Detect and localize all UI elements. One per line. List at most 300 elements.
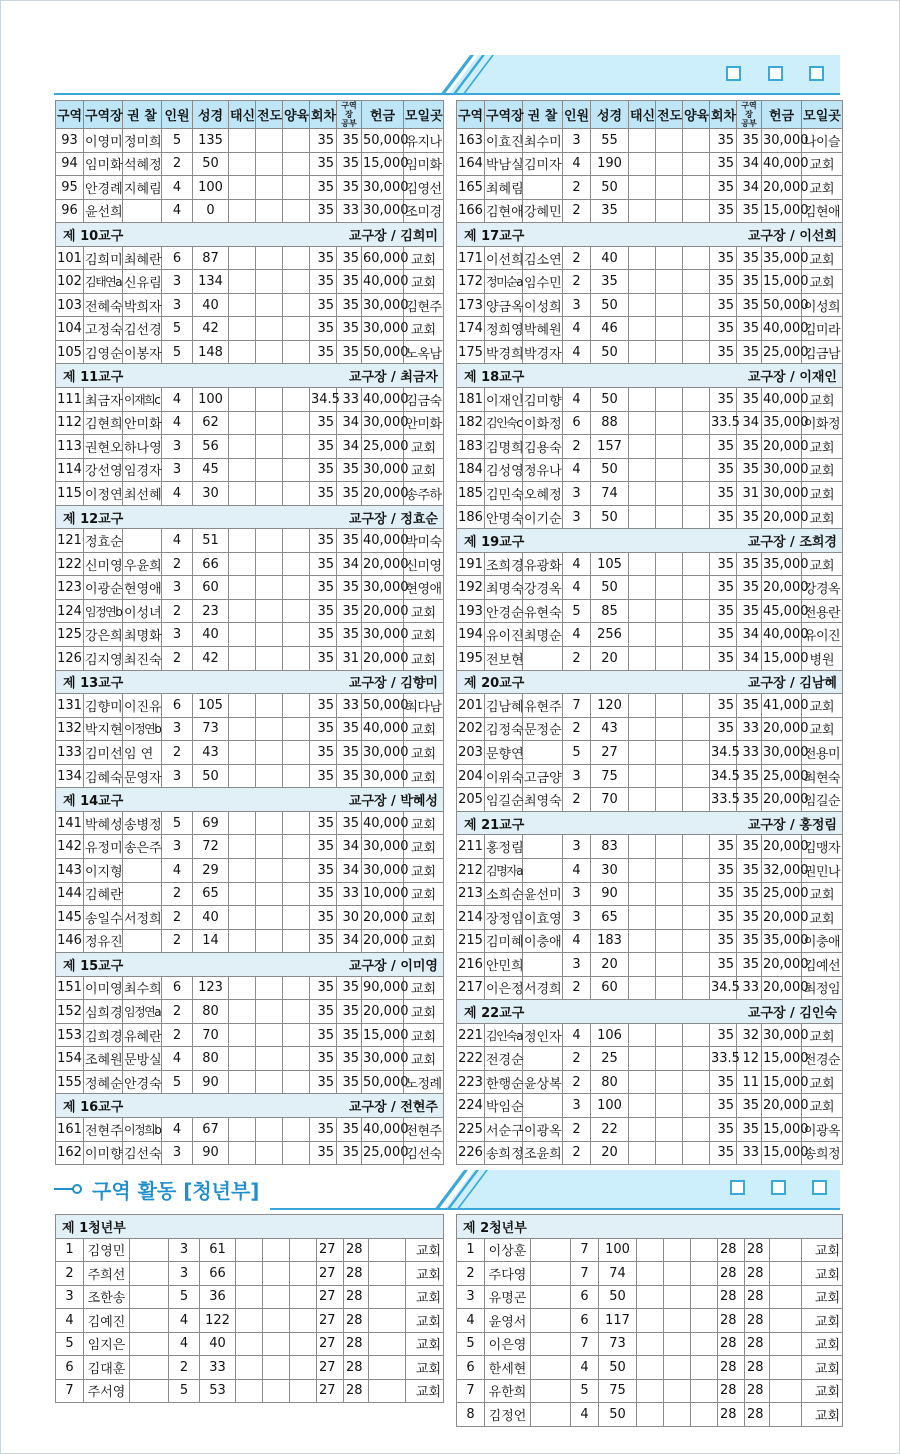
cell-district-no: 183 [457,435,485,459]
cell-leader-study: 35 [337,1070,362,1094]
cell-session: 35 [710,458,737,482]
cell-leader-name: 임미화 [84,152,123,176]
cell-district-no: 142 [56,835,84,859]
cell-offering: 40,000 [362,529,404,553]
cell-bible: 75 [599,1379,637,1403]
cell-deacon-name: 서정희 [123,906,162,930]
cell-evangelism [256,929,283,953]
table-row [457,1356,843,1380]
cell-deacon-name: 하나영 [123,435,162,459]
cell-deacon-name: 조윤희 [523,1141,563,1165]
cell-members: 2 [162,152,193,176]
cell-leader-study: 35 [737,929,762,953]
cell-leader-study: 35 [337,529,362,553]
cell-offering: 30,000 [362,293,404,317]
cell-tae-sin [629,976,656,1000]
cell-bible: 100 [599,1238,637,1262]
cell-offering: 30,000 [362,176,404,200]
section-row [457,811,843,835]
cell-district-no: 105 [56,340,84,364]
cell-session: 35 [310,270,337,294]
cell-leader-name: 안민희 [485,953,523,977]
cell-nurture [683,129,710,153]
cell-district-no: 213 [457,882,485,906]
section-name: 제 21교구 [464,817,525,833]
table-row [457,1379,843,1403]
cell-session: 35 [710,576,737,600]
cell-deacon-name: 서경희 [523,976,563,1000]
cell-district-no: 122 [56,552,84,576]
cell-bible: 90 [591,882,629,906]
cell-deacon-name: 임수민 [523,270,563,294]
cell-leader-name: 임정연b [84,599,123,623]
cell-members: 3 [162,458,193,482]
cell-leader-name: 김태연a [84,270,123,294]
table-row [457,482,843,506]
table-row [56,906,444,930]
cell-evangelism [256,1141,283,1165]
cell-tae-sin [229,647,256,671]
cell-tae-sin [629,340,656,364]
table-row [457,458,843,482]
section-cell [457,223,843,247]
section-row [56,364,444,388]
section-name: 제 22교구 [464,1006,525,1021]
cell-bible: 0 [193,199,229,223]
cell-district-no: 162 [56,1141,84,1165]
cell-meeting-place: 교회 [802,270,843,294]
cell-members: 3 [162,764,193,788]
cell-nurture [283,858,310,882]
cell-leader-study: 35 [737,835,762,859]
cell-deacon-name: 이충애 [523,929,563,953]
cell-members: 4 [563,340,591,364]
cell-bible: 22 [591,1117,629,1141]
cell-nurture [283,529,310,553]
cell-members: 5 [162,1070,193,1094]
cell-district-no: 154 [56,1047,84,1071]
cell-leader-name: 한행순 [485,1070,523,1094]
cell-district-no: 163 [457,129,485,153]
cell-leader-name: 이상훈 [485,1238,531,1262]
section-leader: 교구장 / 김희미 [348,228,438,244]
cell-district-no: 145 [56,906,84,930]
cell-leader-study: 34 [337,835,362,859]
cell-offering: 45,000 [762,599,802,623]
cell-offering: 40,000 [362,811,404,835]
cell-offering: 40,000 [362,717,404,741]
section-cell [56,670,444,694]
cell-offering: 30,000 [762,129,802,153]
cell-nurture [683,576,710,600]
cell-leader-study: 34 [737,411,762,435]
cell-bible: 40 [193,623,229,647]
cell-leader-study: 34 [337,411,362,435]
cell-tae-sin [629,694,656,718]
cell-nurture [683,1047,710,1071]
cell-leader-name: 송희정 [485,1141,523,1165]
cell-leader-study: 35 [337,176,362,200]
cell-tae-sin [229,317,256,341]
cell-nurture [683,1094,710,1118]
cell-members: 3 [162,435,193,459]
cell-nurture [683,764,710,788]
cell-evangelism [656,858,683,882]
cell-evangelism [656,1094,683,1118]
cell-members: 3 [162,270,193,294]
cell-meeting-place: 최다남 [404,694,444,718]
cell-evangelism [256,458,283,482]
cell-nurture [283,482,310,506]
cell-deacon-name: 이화정 [523,411,563,435]
cell-members: 2 [563,1070,591,1094]
section-name: 제 2청년부 [457,1215,843,1239]
cell-leader-study: 28 [344,1332,369,1356]
cell-session: 27 [317,1238,344,1262]
cell-session: 35 [710,599,737,623]
cell-session: 33.5 [710,788,737,812]
cell-nurture [283,976,310,1000]
cell-leader-study: 34 [337,552,362,576]
cell-meeting-place: 교회 [802,1379,843,1403]
cell-tae-sin [629,129,656,153]
cell-members: 6 [571,1285,599,1309]
cell-members: 4 [571,1403,599,1427]
cell-offering: 20,000 [762,953,802,977]
cell-tae-sin [229,293,256,317]
cell-members: 4 [162,411,193,435]
section-name: 제 11교구 [63,370,124,386]
section-name: 제 15교구 [63,958,124,974]
cell-members: 4 [162,858,193,882]
cell-evangelism [256,246,283,270]
cell-leader-study: 33 [337,694,362,718]
cell-session: 35 [710,270,737,294]
cell-district-no: 164 [457,152,485,176]
cell-leader-name: 김성영 [485,458,523,482]
cell-evangelism [256,435,283,459]
cell-bible: 100 [591,1094,629,1118]
cell-evangelism [656,835,683,859]
cell-evangelism [656,694,683,718]
cell-bible: 42 [193,317,229,341]
table-row [457,411,843,435]
cell-session: 35 [310,811,337,835]
cell-leader-name: 전경순 [485,1047,523,1071]
cell-session: 33.5 [710,411,737,435]
cell-meeting-place: 교회 [404,623,444,647]
cell-nurture [283,717,310,741]
cell-deacon-name [531,1285,571,1309]
cell-leader-name: 이위숙 [485,764,523,788]
cell-evangelism [656,152,683,176]
cell-nurture [290,1356,317,1380]
cell-deacon-name [531,1262,571,1286]
cell-offering: 40,000 [762,388,802,412]
section-leader: 교구장 / 조희경 [747,535,837,551]
cell-tae-sin [236,1356,263,1380]
cell-tae-sin [229,482,256,506]
cell-leader-study: 35 [737,435,762,459]
cell-deacon-name: 유현숙 [523,599,563,623]
cell-meeting-place: 교회 [802,882,843,906]
cell-meeting-place: 송희정 [802,1141,843,1165]
cell-evangelism [256,552,283,576]
cell-bible: 73 [193,717,229,741]
cell-district-no: 5 [56,1332,84,1356]
cell-evangelism [656,482,683,506]
table-row [56,1117,444,1141]
cell-leader-name: 유이진 [485,623,523,647]
cell-leader-name: 조희경 [485,552,523,576]
cell-tae-sin [229,529,256,553]
cell-district-no: 6 [457,1356,485,1380]
cell-tae-sin [229,835,256,859]
table-row [457,1238,843,1262]
cell-tae-sin [629,906,656,930]
cell-leader-name: 최명숙 [485,576,523,600]
cell-district-no: 216 [457,953,485,977]
cell-tae-sin [637,1309,664,1333]
cell-bible: 90 [193,1141,229,1165]
cell-evangelism [656,599,683,623]
cell-bible: 135 [193,129,229,153]
cell-tae-sin [229,694,256,718]
cell-nurture [283,411,310,435]
table-row [56,717,444,741]
cell-evangelism [263,1238,290,1262]
table-row [457,835,843,859]
cell-nurture [283,929,310,953]
cell-session: 35 [710,647,737,671]
cell-session: 35 [310,647,337,671]
cell-district-no: 95 [56,176,84,200]
cell-district-no: 144 [56,882,84,906]
cell-leader-study: 31 [337,647,362,671]
cell-deacon-name: 지혜림 [123,176,162,200]
cell-leader-study: 33 [737,976,762,1000]
cell-nurture [683,599,710,623]
section-cell [56,223,444,247]
table-row [457,647,843,671]
cell-tae-sin [629,482,656,506]
cell-offering: 15,000 [762,270,802,294]
cell-nurture [283,388,310,412]
table-row [56,576,444,600]
cell-leader-name: 김명희 [485,435,523,459]
header-members: 인원 [563,101,591,129]
cell-tae-sin [229,411,256,435]
cell-district-no: 111 [56,388,84,412]
cell-bible: 27 [591,741,629,765]
cell-tae-sin [637,1379,664,1403]
cell-meeting-place: 교회 [802,906,843,930]
cell-leader-name: 박남실 [485,152,523,176]
cell-session: 35 [310,906,337,930]
table-row [457,435,843,459]
table-row [457,599,843,623]
cell-nurture [683,835,710,859]
cell-meeting-place: 임미화 [404,152,444,176]
table-row [56,1379,444,1403]
cell-nurture [290,1379,317,1403]
cell-leader-name: 전혜숙 [84,293,123,317]
cell-members: 3 [162,1141,193,1165]
square-icon [771,1180,786,1195]
cell-session: 35 [710,835,737,859]
cell-members: 5 [162,317,193,341]
cell-offering: 90,000 [362,976,404,1000]
cell-nurture [683,858,710,882]
cell-members: 4 [563,152,591,176]
cell-tae-sin [637,1356,664,1380]
table-row [56,835,444,859]
cell-session: 28 [718,1356,745,1380]
cell-offering: 30,000 [362,411,404,435]
cell-tae-sin [229,717,256,741]
cell-deacon-name: 최수미 [523,129,563,153]
cell-leader-study: 30 [337,906,362,930]
table-row [56,623,444,647]
cell-members: 2 [563,788,591,812]
header-deacon-name: 권 찰 [523,101,563,129]
cell-members: 5 [162,811,193,835]
cell-leader-name: 김명자a [485,858,523,882]
cell-members: 2 [162,1023,193,1047]
cell-deacon-name: 유혜란 [123,1023,162,1047]
section-leader: 교구장 / 전현주 [348,1100,438,1116]
cell-leader-name: 송일수 [84,906,123,930]
cell-tae-sin [629,1094,656,1118]
cell-district-no: 155 [56,1070,84,1094]
cell-nurture [283,1070,310,1094]
cell-tae-sin [229,246,256,270]
section-name: 제 10교구 [63,228,124,244]
cell-session: 35 [310,317,337,341]
cell-evangelism [656,458,683,482]
cell-tae-sin [229,129,256,153]
cell-leader-name: 김정숙 [485,717,523,741]
cell-district-no: 8 [457,1403,485,1427]
cell-deacon-name [523,835,563,859]
header-members: 인원 [162,101,193,129]
cell-leader-study: 35 [737,340,762,364]
table-row [457,340,843,364]
cell-leader-name: 유명곤 [485,1285,531,1309]
table-row [457,1309,843,1333]
top-decor-band [0,55,900,95]
cell-deacon-name: 임 연 [123,741,162,765]
cell-leader-name: 이미향 [84,1141,123,1165]
cell-nurture [683,246,710,270]
cell-meeting-place: 교회 [404,811,444,835]
cell-leader-name: 이재인 [485,388,523,412]
cell-tae-sin [229,1000,256,1024]
cell-leader-study: 35 [737,694,762,718]
cell-members: 4 [169,1332,200,1356]
cell-leader-study: 35 [737,882,762,906]
cell-session: 35 [710,1023,737,1047]
cell-meeting-place: 교회 [406,1356,444,1380]
cell-meeting-place: 교회 [802,1238,843,1262]
cell-offering [770,1379,802,1403]
cell-nurture [283,129,310,153]
cell-members: 2 [162,882,193,906]
section-name: 제 18교구 [464,370,525,386]
cell-meeting-place: 교회 [802,1094,843,1118]
table-row [56,1141,444,1165]
table-row [457,1023,843,1047]
table-header-row [56,101,444,129]
cell-members: 3 [162,717,193,741]
cell-offering [369,1309,406,1333]
cell-bible: 74 [591,482,629,506]
cell-meeting-place: 조미경 [404,199,444,223]
cell-bible: 80 [591,1070,629,1094]
table-row [457,906,843,930]
cell-meeting-place: 교회 [404,929,444,953]
cell-offering: 35,000 [762,411,802,435]
cell-members: 4 [563,858,591,882]
cell-meeting-place: 김선숙 [404,1141,444,1165]
cell-leader-study: 12 [737,1047,762,1071]
cell-session: 27 [317,1356,344,1380]
cell-meeting-place: 교회 [802,1332,843,1356]
cell-leader-study: 35 [737,599,762,623]
cell-members: 3 [169,1238,200,1262]
cell-meeting-place: 교회 [802,435,843,459]
cell-deacon-name: 박경자 [523,340,563,364]
cell-nurture [283,835,310,859]
header-leader-study: 구역장 공부 [337,101,362,129]
cell-leader-study: 28 [745,1356,770,1380]
cell-leader-study: 33 [737,741,762,765]
cell-district-no: 94 [56,152,84,176]
cell-session: 35 [310,529,337,553]
cell-bible: 88 [591,411,629,435]
cell-district-no: 172 [457,270,485,294]
cell-nurture [283,647,310,671]
cell-tae-sin [229,1141,256,1165]
cell-evangelism [256,694,283,718]
cell-tae-sin [236,1332,263,1356]
cell-evangelism [256,882,283,906]
cell-bible: 67 [193,1117,229,1141]
cell-deacon-name: 정인자 [523,1023,563,1047]
cell-offering: 20,000 [362,482,404,506]
cell-leader-name: 안명숙 [485,505,523,529]
table-row [457,176,843,200]
cell-offering: 50,000 [762,293,802,317]
cell-nurture [683,552,710,576]
cell-members: 4 [571,1356,599,1380]
cell-nurture [283,741,310,765]
cell-deacon-name: 이정연b [123,717,162,741]
cell-nurture [691,1332,718,1356]
table-row [457,505,843,529]
cell-deacon-name [531,1356,571,1380]
cell-evangelism [256,411,283,435]
cell-meeting-place: 나이슬 [802,129,843,153]
cell-bible: 74 [599,1262,637,1286]
cell-bible: 75 [591,764,629,788]
cell-tae-sin [229,576,256,600]
cell-offering: 30,000 [362,317,404,341]
cell-leader-study: 35 [337,340,362,364]
cell-session: 35 [710,435,737,459]
cell-district-no: 4 [457,1309,485,1333]
cell-deacon-name: 신유림 [123,270,162,294]
